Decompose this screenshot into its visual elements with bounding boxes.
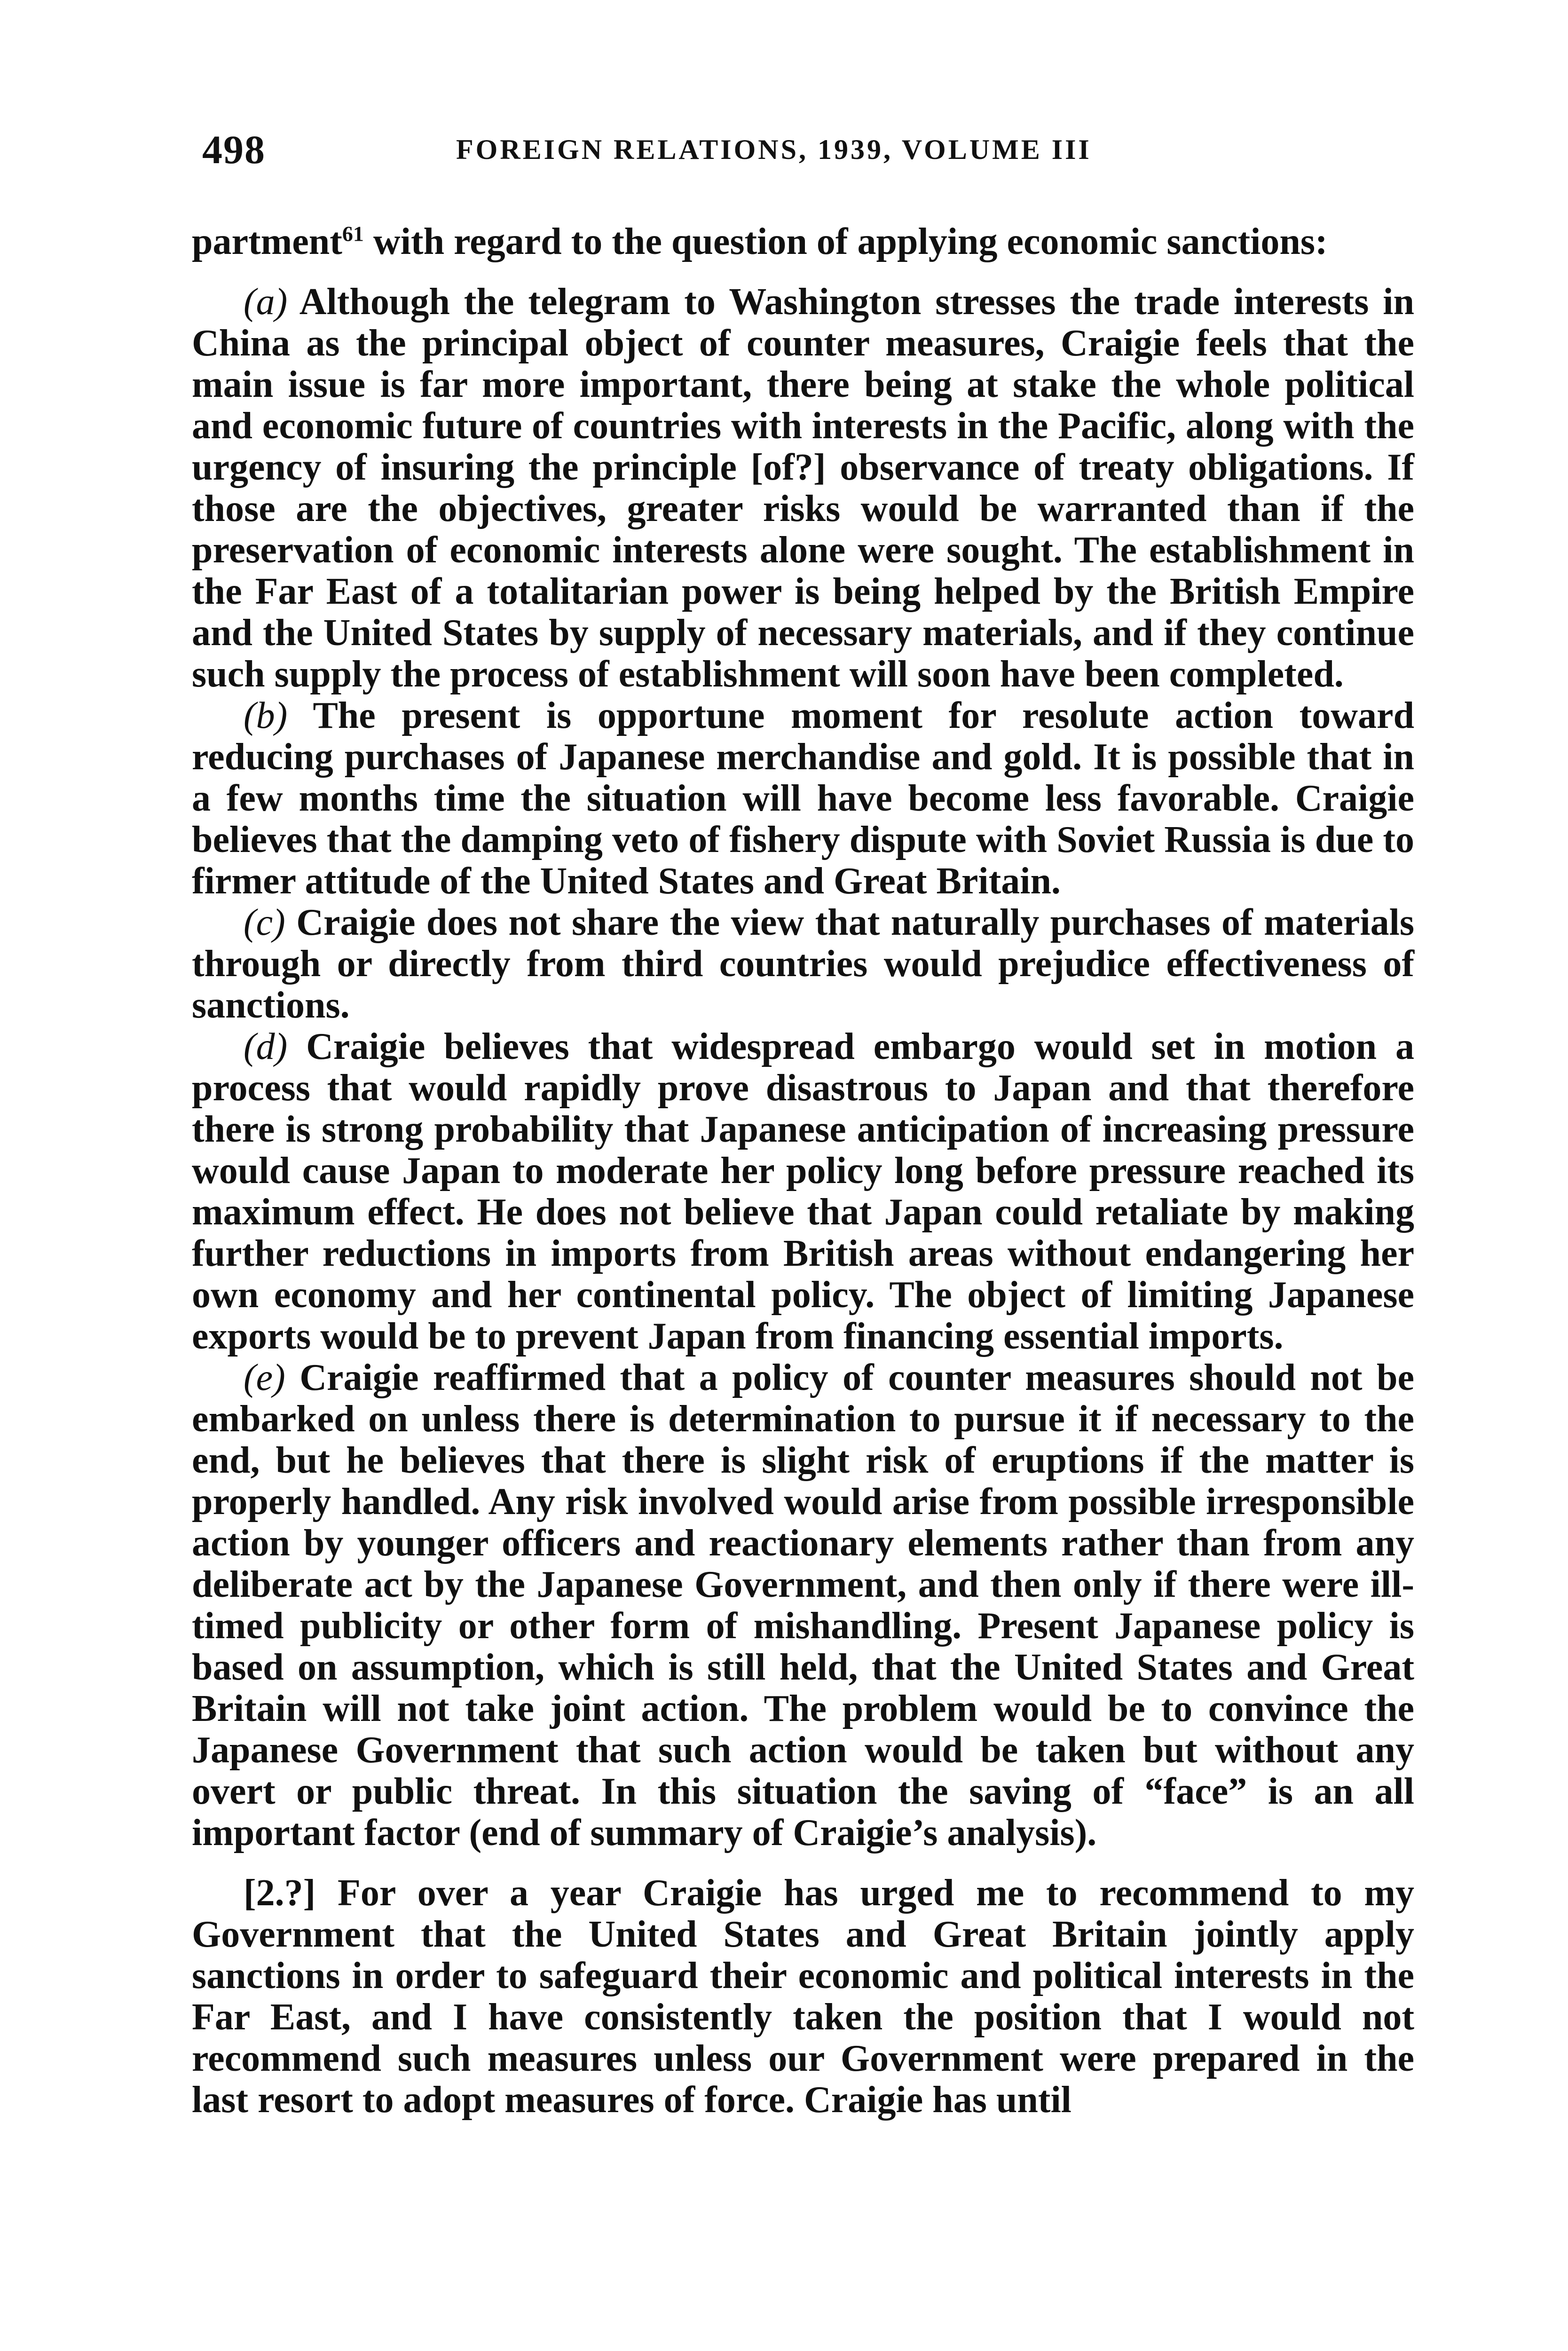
body-text [192,221,1414,2121]
paragraph-label: (e) [244,1357,285,1398]
intro-paragraph [192,221,1414,262]
page-number: 498 [202,127,266,172]
paragraph-text: Craigie does not share the view that naturally purchases of materials through or directly from third countries would prejudice effectiveness of sanctions. [192,902,1414,1026]
paragraph-label: (d) [244,1026,288,1067]
paragraph-label: [2.?] [244,1872,316,1914]
paragraph-c [192,902,1414,1026]
intro-text-end: with regard to the question of applying economic sanctions: [363,221,1328,262]
paragraph-d [192,1026,1414,1357]
paragraph-b [192,695,1414,902]
running-head: FOREIGN RELATIONS, 1939, VOLUME III [456,134,1092,165]
closing-paragraph [192,1872,1414,2121]
paragraph-text: The present is opportune moment for resolute action toward reducing purchases of Japanese merchandise and gold. It is possible that in a few months time the situation will have become less favorable. Craigie believes that the damping veto of fishery dispute with Soviet Russia is due to firmer attitude of the United States and Great Britain. [192,695,1414,902]
paragraph-label: (b) [244,695,288,736]
paragraph-e [192,1357,1414,1854]
paragraph-text: For over a year Craigie has urged me to recommend to my Government that the United States and Great Britain jointly apply sanctions in order to safeguard their economic and political interests in the Far East, and I have consistently taken the position that I would not recommend such measures unless our Government were prepared in the last resort to adopt measures of force. Craigie has until [192,1872,1414,2121]
paragraph-text: Craigie believes that widespread embargo would set in motion a process that would rapidly prove disastrous to Japan and that therefore there is strong probability that Japanese anticipation of increasing pressure would cause Japan to moderate her policy long before pressure reached its maximum effect. He does not believe that Japan could retaliate by making further reductions in imports from British areas without endangering her own economy and her continental policy. The object of limiting Japanese exports would be to prevent Japan from financing essential imports. [192,1026,1414,1357]
paragraph-label: (c) [244,902,285,943]
paragraph-a [192,281,1414,695]
paragraph-text: Although the telegram to Washington stresses the trade interests in China as the principal object of counter measures, Craigie feels that the main issue is far more important, there being at stake the whole political and economic future of countries with interests in the Pacific, along with the urgency of insuring the principle [of?] observance of treaty obligations. If those are the objectives, greater risks would be warranted than if the preservation of economic interests alone were sought. The establishment in the Far East of a totalitarian power is being helped by the British Empire and the United States by supply of necessary materials, and if they continue such supply the process of establishment will soon have been completed. [192,281,1414,695]
footnote-reference: 61 [342,221,364,246]
paragraph-text: Craigie reaffirmed that a policy of counter measures should not be embarked on unless there is determination to pursue it if necessary to the end, but he believes that there is slight risk of eruptions if the matter is properly handled. Any risk involved would arise from possible irresponsible action by younger officers and reactionary elements rather than from any deliberate act by the Japanese Government, and then only if there were ill-timed publicity or other form of mishandling. Present Japanese policy is based on assumption, which is still held, that the United States and Great Britain will not take joint action. The problem would be to convince the Japanese Government that such action would be taken but without any overt or public threat. In this situation the saving of “face” is an all important factor (end of summary of Craigie’s analysis). [192,1357,1414,1854]
intro-text-start: partment [192,221,342,262]
page-header [188,126,1410,178]
paragraph-label: (a) [244,281,288,323]
